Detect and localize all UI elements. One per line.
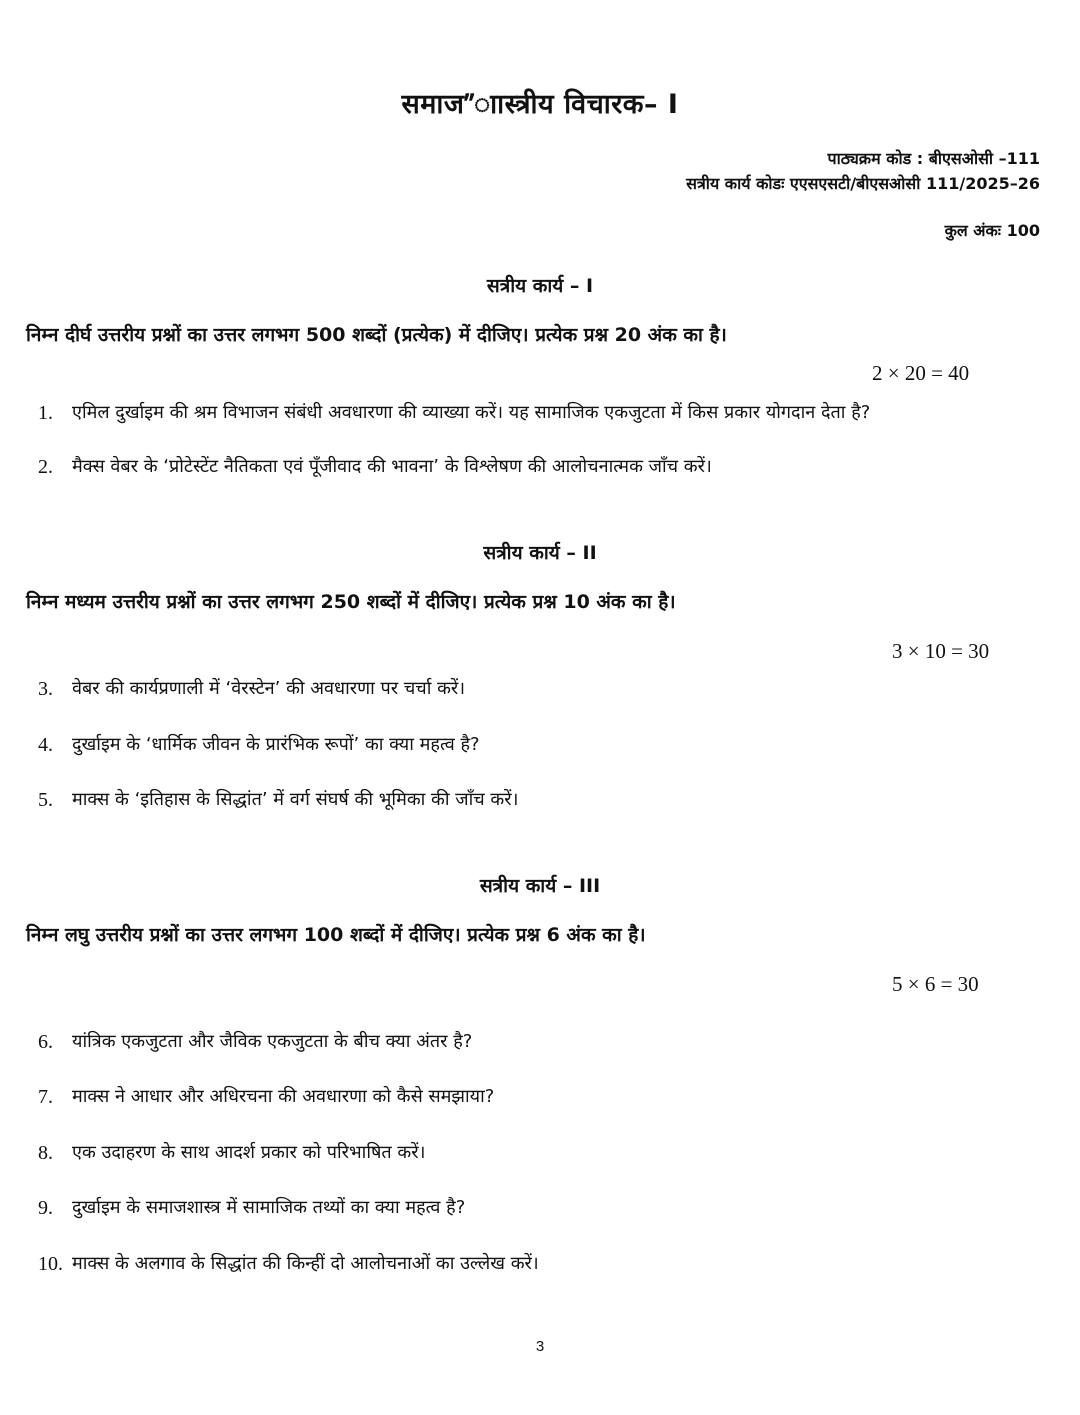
- question-item: [38, 1085, 1043, 1109]
- section-title-2: सत्रीय कार्य – II: [483, 542, 597, 564]
- question-item: [38, 733, 1043, 757]
- question-number: 8.: [38, 1142, 53, 1164]
- question-text: माक्स ने आधार और अधिरचना की अवधारणा को कैसे समझाया?: [72, 1086, 495, 1107]
- section-marks-1: 2 × 20 = 40: [872, 361, 970, 385]
- question-number: 2.: [38, 456, 53, 478]
- question-text: एक उदाहरण के साथ आदर्श प्रकार को परिभाषित करें।: [72, 1142, 426, 1163]
- section-instruction-3: निम्न लघु उत्तरीय प्रश्नों का उत्तर लगभग 100 शब्दों में दीजिए। प्रत्येक प्रश्न 6 अंक का है।: [26, 924, 646, 946]
- question-item: [38, 1030, 1043, 1054]
- question-text: दुर्खाइम के समाजशास्त्र में सामाजिक तथ्यों का क्या महत्व है?: [72, 1197, 466, 1218]
- section-instruction-1: निम्न दीर्घ उत्तरीय प्रश्नों का उत्तर लगभग 500 शब्दों (प्रत्येक) में दीजिए। प्रत्येक प्रश्न 20 अंक का है।: [26, 324, 727, 346]
- page-title: समाज”ाास्त्रीय विचारक– I: [401, 89, 679, 120]
- question-number: 4.: [38, 734, 53, 756]
- question-item: [38, 455, 1043, 479]
- question-text: दुर्खाइम के ‘धार्मिक जीवन के प्रारंभिक रूपों’ का क्या महत्व है?: [72, 734, 480, 755]
- question-item: [38, 1141, 1043, 1165]
- section-instruction-2: निम्न मध्यम उत्तरीय प्रश्नों का उत्तर लगभग 250 शब्दों में दीजिए। प्रत्येक प्रश्न 10 अंक का है।: [26, 591, 676, 613]
- total-marks: कुल अंकः 100: [944, 221, 1040, 240]
- question-number: 1.: [38, 402, 53, 424]
- question-item: [38, 788, 1043, 812]
- section-title-3: सत्रीय कार्य – III: [479, 875, 601, 897]
- question-number: 10.: [38, 1253, 63, 1275]
- question-text: मैक्स वेबर के ‘प्रोटेस्टेंट नैतिकता एवं पूँजीवाद की भावना’ के विश्लेषण की आलोचनात्मक जाँच करें।: [72, 456, 712, 477]
- course-code: पाठ्यक्रम कोड : बीएसओसी –111: [827, 149, 1040, 168]
- question-item: [38, 401, 1043, 425]
- question-text: एमिल दुर्खाइम की श्रम विभाजन संबंधी अवधारणा की व्याख्या करें। यह सामाजिक एकजुटता में किस प्रकार योगदान देता है?: [72, 402, 871, 423]
- section-marks-3: 5 × 6 = 30: [892, 972, 979, 996]
- section-marks-2: 3 × 10 = 30: [892, 639, 990, 663]
- question-number: 3.: [38, 678, 53, 700]
- assignment-code: सत्रीय कार्य कोडः एएसएसटी/बीएसओसी 111/2025–26: [686, 174, 1040, 193]
- question-text: यांत्रिक एकजुटता और जैविक एकजुटता के बीच क्या अंतर है?: [72, 1031, 473, 1052]
- question-number: 5.: [38, 789, 53, 811]
- page-number: 3: [535, 1338, 545, 1355]
- question-item: [38, 1196, 1043, 1220]
- question-number: 6.: [38, 1031, 53, 1053]
- section-title-1: सत्रीय कार्य – I: [486, 275, 594, 297]
- question-text: माक्स के अलगाव के सिद्धांत की किन्हीं दो आलोचनाओं का उल्लेख करें।: [72, 1253, 539, 1274]
- question-number: 9.: [38, 1197, 53, 1219]
- question-item: [38, 677, 1043, 701]
- question-number: 7.: [38, 1086, 53, 1108]
- question-item: [38, 1252, 1043, 1276]
- question-text: माक्स के ‘इतिहास के सिद्धांत’ में वर्ग संघर्ष की भूमिका की जाँच करें।: [72, 789, 519, 810]
- question-text: वेबर की कार्यप्रणाली में ‘वेरस्टेन’ की अवधारणा पर चर्चा करें।: [72, 678, 466, 699]
